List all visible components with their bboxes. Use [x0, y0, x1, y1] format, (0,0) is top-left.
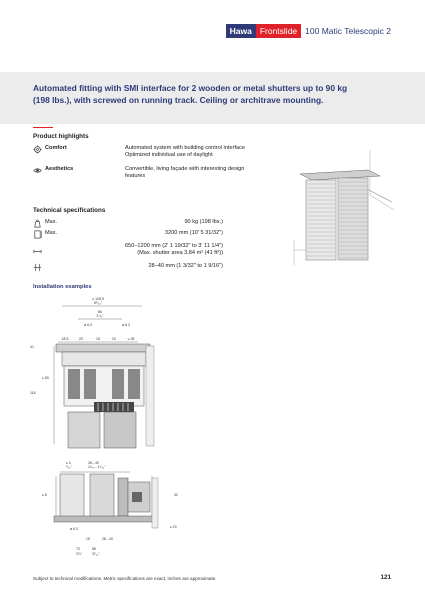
dim-label: ø 6.3 [70, 527, 78, 531]
highlight-label: Comfort [45, 145, 67, 151]
dim-label: 3⁷⁄₁₆" [92, 552, 100, 556]
product-name: 100 Matic Telescopic 2 [305, 26, 391, 36]
dim-label: ≥ 8 [42, 493, 47, 497]
shutter-illustration [290, 140, 395, 270]
dim-label: ≤ 4 [66, 461, 71, 465]
dim-label: 28…40 [102, 537, 113, 541]
dim-label: ≥ 20 [170, 525, 177, 529]
dim-label: 41 [30, 345, 34, 349]
dim-label: ⁵⁄₃₂" [66, 465, 72, 469]
dim-label: 2⅞" [76, 552, 82, 556]
dim-label: 32 [174, 493, 178, 497]
spec-value: 28–40 mm (1 3/32" to 1 9/16") [148, 263, 223, 269]
page-headline: Automated fitting with SMI interface for 2 wooden or metal shutters up to 90 kg (198 lbs.), with screwed on running track. Ceiling or architrave mounting. [33, 83, 348, 105]
dim-label: 73 [76, 547, 80, 551]
width-icon [33, 247, 42, 259]
gear-icon [33, 145, 42, 157]
highlights-title: Product highlights [33, 133, 89, 140]
dim-label: ø 6.3 [84, 323, 92, 327]
installation-drawing-architrave [40, 458, 190, 563]
spec-thickness [33, 263, 223, 273]
highlight-text: Convertible, living façade with interesting design features [125, 166, 245, 180]
dim-label: 18.5 [61, 337, 69, 341]
brand-logo: Hawa [226, 24, 256, 38]
dim-label: ≥ 80 [42, 376, 49, 380]
spec-height [33, 230, 223, 240]
highlight-aesthetics [33, 166, 263, 182]
dim-label: 88 [92, 547, 96, 551]
spec-value: 3200 mm (10' 5 31/32") [164, 230, 223, 236]
highlight-comfort [33, 145, 263, 161]
dim-label: 86 [98, 310, 102, 314]
product-line-badge: Frontslide [256, 24, 301, 38]
page-number: 121 [380, 574, 391, 581]
installation-drawing-ceiling [28, 294, 168, 454]
spec-width [33, 243, 223, 260]
spec-weight [33, 219, 223, 229]
spec-value: 650–1200 mm (2' 1 19/32" to 3' 11 1/4") (Max. shutter area 3.84 m² (41 ft²)) [124, 243, 223, 257]
dim-label: 116 [30, 391, 36, 395]
dim-label: 5⁵⁄₃₂" [93, 301, 103, 305]
eye-icon [33, 166, 42, 178]
dim-label: 1³⁄₃₂…1⁹⁄₁₆" [88, 465, 106, 469]
dim-label: ≥ 128.5 [92, 297, 104, 301]
dim-label: 28…40 [88, 461, 99, 465]
height-icon [33, 230, 42, 242]
dim-label: ø 6.3 [122, 323, 130, 327]
highlight-label: Aesthetics [45, 166, 74, 172]
dim-label: 3 ³⁄₈" [96, 314, 104, 318]
brand-header [226, 24, 391, 38]
specs-title: Technical specifications [33, 207, 106, 214]
footer-disclaimer: Subject to technical modifications. Metric specifications are exact, inches are approximate. [33, 576, 217, 581]
section-divider [33, 127, 53, 128]
dim-label: 20 [112, 337, 116, 341]
spec-label: Max. [45, 230, 58, 236]
dim-label: 20 [79, 337, 83, 341]
highlight-text: Automated system with building control interface Optimized individual use of daylight [125, 145, 246, 159]
dim-label: ≤ 28 [127, 337, 135, 341]
thickness-icon [33, 263, 42, 275]
spec-label: Max. [45, 219, 58, 225]
installation-title: Installation examples [33, 284, 92, 290]
dim-label: 15 [86, 537, 90, 541]
dim-label: 15 [96, 337, 100, 341]
spec-value: 90 kg (198 lbs.) [184, 219, 223, 225]
